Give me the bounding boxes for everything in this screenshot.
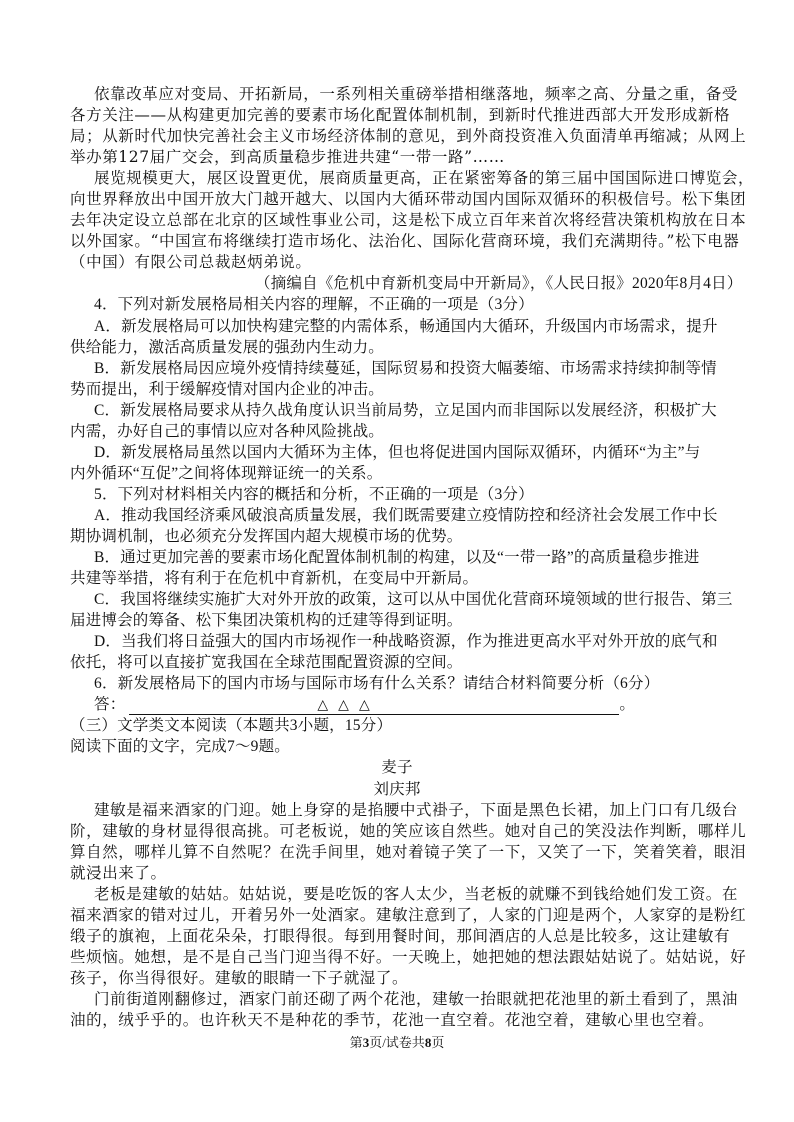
section-3-heading: （三）文学类文本阅读（本题共3小题，15分） (70, 717, 393, 735)
text-line: 举办第127届广交会，到高质量稳步推进共建“一带一路”…… (70, 148, 505, 167)
footer-prefix: 第 (349, 1035, 363, 1050)
question-4-option-b: B．新发展格局因应境外疫情持续蔓延，国际贸易和投资大幅萎缩、市场需求持续抑制等情 (94, 359, 717, 377)
text-line: 向世界释放出中国开放大门越开越大、以国内大循环带动国内国际双循环的积极信号。松下集团 (70, 190, 747, 209)
answer-marks: △△△ (317, 698, 380, 714)
question-4-option-c-cont: 内需，办好自己的事情以应对各种风险挑战。 (70, 422, 385, 440)
story-author: 刘庆邦 (373, 780, 421, 798)
question-5-option-d: D．当我们将日益强大的国内市场视作一种战略资源，作为推进更高水平对外开放的底气和 (94, 633, 718, 651)
footer-page-number: 3 (362, 1035, 370, 1050)
story-line: 建敏是福来酒家的门迎。她上身穿的是掐腰中式褂子，下面是黑色长裙，加上门口有几级台 (94, 800, 739, 819)
question-5-option-c-cont: 届进博会的筹备、松下集团决策机构的迁建等得到证明。 (70, 612, 463, 630)
text-line: 局；从新时代加快完善社会主义市场经济体制的意见，到外商投资准入负面清单再缩减；从网上 (70, 127, 747, 146)
footer-suffix: 页 (431, 1035, 445, 1050)
story-title: 麦子 (381, 759, 413, 777)
text-line: 去年决定设立总部在北京的区域性事业公司，这是松下成立百年来首次将经营决策机构放在日本 (70, 211, 747, 230)
footer-mid: 页/试卷共 (369, 1035, 425, 1050)
answer-end: 。 (619, 696, 636, 714)
story-line: 油的，绒乎乎的。也许秋天不是种花的季节，花池一直空着。花池空着，建敏心里也空着。 (70, 1011, 715, 1029)
answer-line (94, 694, 734, 715)
question-4-option-d: D．新发展格局虽然以国内大循环为主体，但也将促进国内国际双循环，内循环“为主”与 (94, 443, 701, 461)
story-line: 老板是建敏的姑姑。姑姑说，要是吃饭的客人太少，当老板的就赚不到钱给她们发工资。在 (94, 884, 739, 903)
question-5-option-b-cont: 共建等举措，将有利于在危机中育新机，在变局中开新局。 (70, 570, 479, 588)
text-line: 依靠改革应对变局、开拓新局，一系列相关重磅举措相继落地，频率之高、分量之重，备受 (94, 85, 739, 103)
question-4-stem: 4．下列对新发展格局相关内容的理解，不正确的一项是（3分） (94, 296, 534, 314)
page-footer (0, 1032, 794, 1051)
question-4-option-a-cont: 供给能力，激活高质量发展的强劲内生动力。 (70, 338, 385, 356)
question-5-option-d-cont: 依托，将可以直接扩宽我国在全球范围配置资源的空间。 (70, 654, 463, 672)
text-line: 展览规模更大，展区设置更优，展商质量更高，正在紧密筹备的第三届中国国际进口博览会， (94, 169, 755, 188)
story-line: 算自然，哪样儿算不自然呢？在洗手间里，她对着镜子笑了一下，又笑了一下，笑着笑着，眼泪 (70, 842, 747, 861)
story-line: 门前街道刚翻修过，酒家门前还砌了两个花池，建敏一抬眼就把花池里的新土看到了，黑油 (94, 989, 739, 1008)
question-5-stem: 5．下列对材料相关内容的概括和分析，不正确的一项是（3分） (94, 485, 534, 503)
question-4-option-c: C．新发展格局要求从持久战角度认识当前局势，立足国内而非国际以发展经济，积极扩大 (94, 401, 717, 419)
story-line: 福来酒家的错对过儿，开着另外一处酒家。建敏注意到了，人家的门迎是两个，人家穿的是粉红 (70, 905, 747, 924)
answer-blank[interactable] (129, 698, 619, 715)
question-5-option-a-cont: 期协调机制，也必须充分发挥国内超大规模市场的优势。 (70, 527, 463, 545)
question-5-option-b: B．通过更加完善的要素市场化配置体制机制的构建，以及“一带一路”的高质量稳步推进 (94, 549, 700, 566)
question-4-option-d-cont: 内外循环“互促”之间将体现辩证统一的关系。 (70, 464, 383, 482)
story-line: 孩子，你当得很好。建敏的眼睛一下子就湿了。 (70, 968, 409, 987)
text-line: 以外国家。“中国宣布将继续打造市场化、法治化、国际化营商环境，我们充满期待。”松下电器 (70, 232, 740, 251)
question-4-option-b-cont: 势而提出，利于缓解疫情对国内企业的冲击。 (70, 380, 385, 398)
story-line: 些烦恼。她想，是不是自己当门迎当得不好。一天晚上，她把她的想法跟姑姑说了。姑姑说，好 (70, 947, 747, 966)
section-3-instruction: 阅读下面的文字，完成7～9题。 (70, 738, 291, 756)
footer-total-pages: 8 (424, 1035, 432, 1050)
question-4-option-a: A．新发展格局可以加快构建完整的内需体系，畅通国内大循环，升级国内市场需求，提升 (94, 317, 718, 335)
source-citation: （摘编自《危机中育新机变局中开新局》，《人民日报》2020年8月4日） (255, 275, 743, 293)
question-5-option-c: C．我国将继续实施扩大对外开放的政策，这可以从中国优化营商环境领域的世行报告、第三 (94, 591, 733, 609)
answer-label: 答： (94, 696, 126, 714)
story-line: 阶，建敏的身材显得很高挑。可老板说，她的笑应该自然些。她对自己的笑没法作判断，哪样儿 (70, 821, 747, 840)
text-line: （中国）有限公司总裁赵炳弟说。 (70, 253, 312, 272)
question-5-option-a: A．推动我国经济乘风破浪高质量发展，我们既需要建立疫情防控和经济社会发展工作中长 (94, 506, 718, 524)
story-line: 就浸出来了。 (70, 863, 167, 882)
story-line: 缎子的旗袍，上面花朵朵，打眼得很。每到用餐时间，那间酒店的人总是比较多，这让建敏有 (70, 926, 731, 945)
question-6-stem: 6．新发展格局下的国内市场与国际市场有什么关系？请结合材料简要分析（6分） (94, 675, 660, 693)
text-line: 各方关注——从构建更加完善的要素市场化配置体制机制，到新时代推进西部大开发形成新格 (70, 106, 731, 125)
